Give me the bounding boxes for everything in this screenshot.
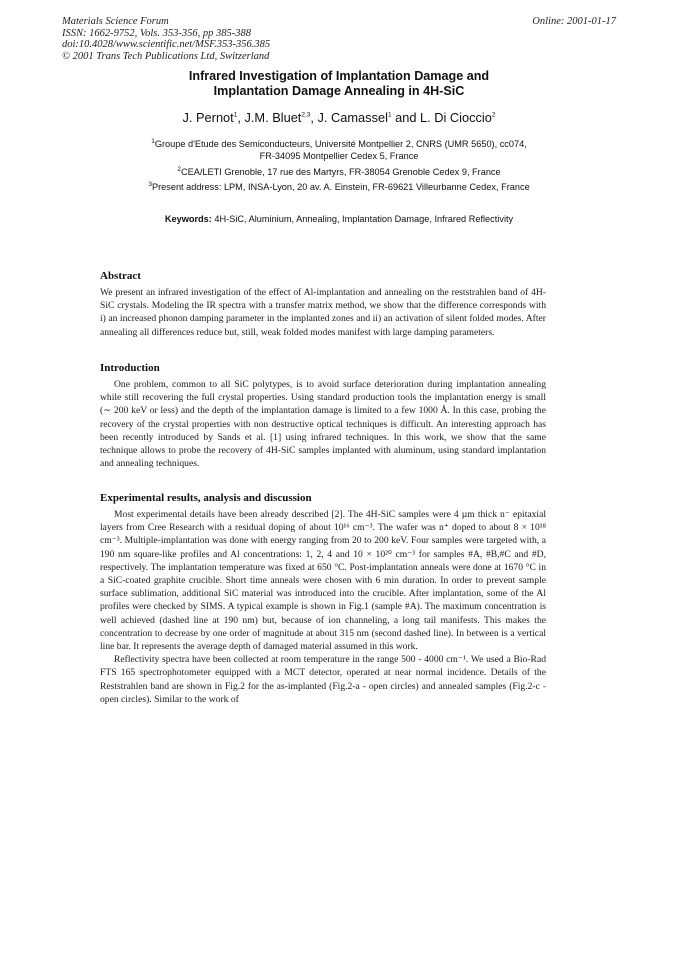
affiliation-2-text: CEA/LETI Grenoble, 17 rue des Martyrs, FR-38054 Grenoble Cedex 9, France — [180, 167, 501, 177]
author-camassel: , J. Camassel — [310, 110, 388, 125]
experimental-paragraph-2: Reflectivity spectra have been collected at room temperature in the range 500 - 4000 cm⁻¹. We used a Bio-Rad FTS 165 spectrophotometer equipped with a MCT detector, operated at near normal incidence. Details of the Reststrahlen band are shown in Fig.2 for the as-implanted (Fig.2-a - open circles) and annealed samples (Fig.2-c - open circles). Similar to the work of — [100, 654, 546, 705]
keywords — [0, 214, 678, 224]
keywords-text: 4H-SiC, Aluminium, Annealing, Implantation Damage, Infrared Reflectivity — [211, 214, 514, 224]
author-dicioccio: and L. Di Cioccio — [391, 110, 492, 125]
author-pernot: J. Pernot — [182, 110, 234, 125]
paper-title — [0, 69, 678, 98]
introduction-text — [100, 378, 546, 470]
author-bluet: , J.M. Bluet — [237, 110, 302, 125]
author-bluet-affil: 2,3 — [301, 111, 311, 119]
affiliation-1 — [0, 139, 678, 162]
copyright-line: © 2001 Trans Tech Publications Ltd, Switzerland — [62, 50, 270, 62]
journal-header — [62, 16, 270, 62]
affiliation-3-sup: 3 — [148, 180, 152, 188]
author-pernot-affil: 1 — [233, 111, 238, 119]
affiliation-1-line-1: Groupe d'Etude des Semiconducteurs, Université Montpellier 2, CNRS (UMR 5650), cc074, — [154, 139, 527, 149]
journal-name: Materials Science Forum — [62, 16, 169, 27]
introduction-heading: Introduction — [100, 362, 160, 374]
abstract-text — [100, 286, 546, 339]
doi-line[interactable]: doi:10.4028/www.scientific.net/MSF.353-356.385 — [62, 39, 271, 51]
abstract-heading: Abstract — [100, 270, 141, 282]
author-camassel-affil: 1 — [387, 111, 392, 119]
experimental-heading: Experimental results, analysis and discussion — [100, 492, 312, 504]
author-dicioccio-affil: 2 — [491, 111, 496, 119]
affiliation-1-sup: 1 — [151, 137, 155, 145]
issn-line: ISSN: 1662-9752, Vols. 353-356, pp 385-388 — [62, 27, 251, 39]
experimental-text — [100, 508, 546, 706]
affiliation-2 — [0, 167, 678, 179]
author-list — [0, 110, 678, 125]
affiliation-3-text: Present address: LPM, INSA-Lyon, 20 av. A. Einstein, FR-69621 Villeurbanne Cedex, France — [151, 182, 530, 192]
affiliation-2-sup: 2 — [177, 165, 181, 173]
title-line-2: Implantation Damage Annealing in 4H-SiC — [213, 83, 465, 98]
introduction-paragraph: One problem, common to all SiC polytypes, is to avoid surface deterioration during implantation annealing while still recovering the full crystal properties. Using standard production tools the implantation energy is small (∼ 200 keV or less) and the depth of the implantation damage is limited to a few 1000 Å. In this case, probing the recovery of the crystal properties with non destructive optical techniques is difficult. An interesting approach has been recently introduced by Sands et al. [1] using infrared techniques. In this work, we show that the same technique allows to probe the recovery of 4H-SiC samples implanted with aluminum, using standard implantation and annealing techniques. — [100, 379, 546, 470]
title-line-1: Infrared Investigation of Implantation Damage and — [188, 69, 490, 83]
affiliation-1-line-2: FR-34095 Montpellier Cedex 5, France — [259, 150, 419, 161]
keywords-label: Keywords: — [164, 214, 212, 224]
experimental-paragraph-1: Most experimental details have been already described [2]. The 4H-SiC samples were 4 µm thick n⁻ epitaxial layers from Cree Research with a residual doping of about 10¹⁶ cm⁻³. The wafer was n⁺ doped to about 8 × 10¹⁸ cm⁻³. Multiple-implantation was done with energy ranging from 20 to 200 keV. Four samples were targeted with, a 190 nm square-like profiles and Al concentrations: 1, 2, 4 and 10 × 10²⁰ cm⁻³ for samples #A, #B,#C and #D, respectively. The implantation temperature was fixed at 650 °C. Post-implantation anneals were done at 1670 °C in a SiC-coated graphite crucible. Short time anneals were chosen with 6 min duration. In order to prevent sample surface sublimation, additional SiC material was introduced into the crucible. After implantation, some of the Al profiles were checked by SIMS. A typical example is shown in Fig.1 (sample #A). The maximum concentration is well achieved (dashed line at 190 nm) but, because of ion channeling, a long tail manifests. This makes the concentration to decrease by one order of magnitude at about 315 nm (second dashed line). In between is a vertical line bar. It represents the average depth of damaged material assumed in this work. — [100, 509, 546, 653]
affiliation-3 — [0, 182, 678, 194]
online-date: Online: 2001-01-17 — [532, 16, 616, 27]
abstract-paragraph: We present an infrared investigation of the effect of Al-implantation and annealing on the reststrahlen band of 4H-SiC crystals. Modeling the IR spectra with a transfer matrix method, we show that the difference corresponds with i) an increased phonon damping parameter in the implanted zones and ii) an activation of silent folded modes. After annealing all differences reduce but, still, weak folded modes manifest with large damping parameters. — [100, 287, 546, 338]
